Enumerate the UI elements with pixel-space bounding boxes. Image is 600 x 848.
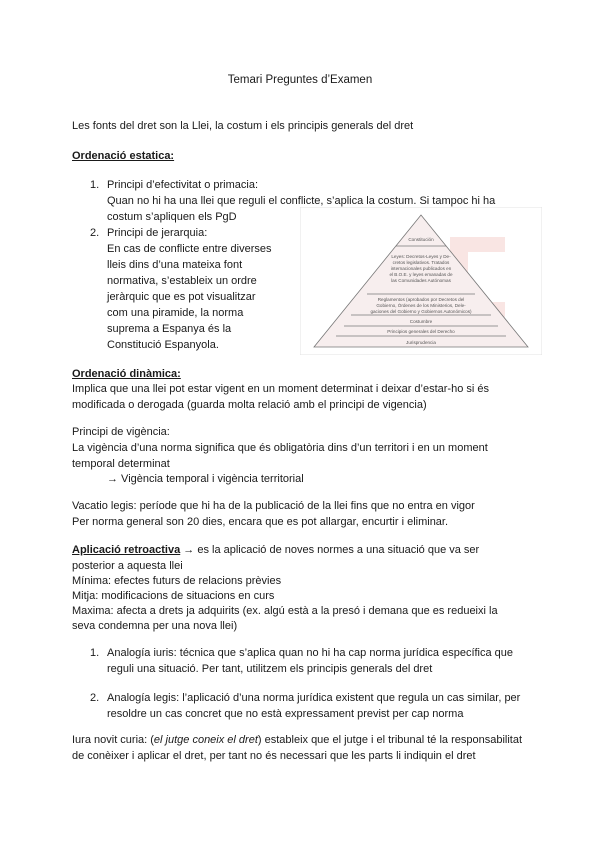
list-number: 1. bbox=[90, 647, 100, 659]
intro-text: Les fonts del dret son la Llei, la costum i els principis generals del dret bbox=[72, 120, 414, 132]
list-item-line: resoldre un cas concret que no està expressament previst per cap norma bbox=[107, 708, 464, 720]
list-number: 2. bbox=[90, 692, 100, 704]
pyramid-level-label: Costumbre bbox=[409, 319, 433, 324]
pyramid-level-label: gaciones del Gobierno y Gobiernos Autonómicos) bbox=[370, 309, 472, 314]
paragraph-line: Per norma general son 20 dies, encara que es pot allargar, encurtir i eliminar. bbox=[72, 516, 449, 528]
pyramid-level-label: cretos legislativos. Tratados bbox=[392, 260, 450, 265]
list-item-line: Quan no hi ha una llei que reguli el conflicte, s’aplica la costum. Si tampoc hi ha bbox=[107, 195, 496, 207]
paragraph-line: posterior a aquesta llei bbox=[72, 560, 183, 572]
list-item-title: Principi de jerarquia: bbox=[107, 227, 208, 239]
list-item-line: Analogía legis: l’aplicació d’una norma jurídica existent que regula un cas similar, per bbox=[107, 692, 521, 704]
heading-aplicacio-retroactiva: Aplicació retroactiva bbox=[72, 544, 181, 556]
pyramid-level-label: el B.O.E. y leyes emanadas de bbox=[389, 272, 453, 277]
paragraph-line: Implica que una llei pot estar vigent en un moment determinat i deixar d’estar-ho si és bbox=[72, 383, 489, 395]
heading-vigencia: Principi de vigència: bbox=[72, 426, 170, 438]
pyramid-level-label: Reglamentos (aprobados por Decretos del bbox=[377, 297, 465, 302]
paragraph-line: Maxima: afecta a drets ja adquirits (ex. algú està a la presó i demana que es redueixi la bbox=[72, 605, 498, 617]
list-number: 1. bbox=[90, 179, 100, 191]
list-item-line: En cas de conflicte entre diverses bbox=[107, 243, 272, 255]
list-item-line: reguli una situació. Per tant, utilitzem els principis generals del dret bbox=[107, 663, 433, 675]
iura-italic: el jutge coneix el dret bbox=[153, 734, 258, 746]
retroactiva-heading-line bbox=[72, 542, 542, 559]
document-title: Temari Preguntes d’Examen bbox=[227, 74, 373, 86]
hierarchy-pyramid-figure bbox=[300, 207, 542, 355]
pyramid-level-label: Jurisprudencia bbox=[406, 340, 436, 345]
paragraph-line: Vacatio legis: període que hi ha de la publicació de la llei fins que no entra en vigor bbox=[72, 500, 475, 512]
pyramid-level-label: las Comunidades Autónomas bbox=[391, 278, 451, 283]
arrow-line: → Vigència temporal i vigència territorial bbox=[107, 473, 304, 485]
paragraph-line: Mínima: efectes futurs de relacions prèvies bbox=[72, 575, 282, 587]
iura-prefix: Iura novit curia: ( bbox=[72, 734, 154, 746]
paragraph-line: Mitja: modificacions de situacions en curs bbox=[72, 590, 275, 602]
list-number: 2. bbox=[90, 227, 100, 239]
iura-suffix: ) estableix que el jutge i el tribunal té la responsabilitat bbox=[257, 734, 523, 746]
paragraph-line: temporal determinat bbox=[72, 458, 170, 470]
list-item-line: jeràrquic que es pot visualitzar bbox=[107, 291, 256, 303]
heading-ordenacio-dinamica: Ordenació dinàmica: bbox=[72, 368, 181, 380]
list-item-line: com una piramide, la norma bbox=[107, 307, 244, 319]
paragraph-line: seva condemna per una nova llei) bbox=[72, 620, 238, 632]
list-item-line: lleis dins d’una mateixa font bbox=[107, 259, 243, 271]
list-item-line: suprema a Espanya és la bbox=[107, 323, 232, 335]
list-item-line: Analogía iuris: técnica que s’aplica quan no hi ha cap norma jurídica específica que bbox=[107, 647, 514, 659]
heading-ordenacio-estatica: Ordenació estatica: bbox=[72, 150, 175, 162]
list-item-line: Constitució Espanyola. bbox=[107, 339, 219, 351]
pyramid-level-label: Gobierno, Órdenes de los Ministerios, Dele- bbox=[376, 303, 466, 308]
pyramid-level-label: internacionales publicados en bbox=[390, 266, 452, 271]
pyramid-level-label: Leyes: Decretos-Leyes y De- bbox=[391, 254, 451, 259]
paragraph-line: de conèixer i aplicar el dret, per tant no és necessari que les parts li indiquin el dret bbox=[72, 750, 476, 762]
list-item-line: costum s’apliquen els PgD bbox=[107, 211, 237, 223]
heading-continuation: → es la aplicació de noves normes a una situació que va ser bbox=[180, 544, 480, 556]
pyramid-level-label: Constitución bbox=[408, 237, 434, 242]
list-item-line: normativa, s’estableix un ordre bbox=[107, 275, 257, 287]
pyramid-level-label: Principios generales del Derecho bbox=[387, 329, 455, 334]
list-item-title: Principi d’efectivitat o primacia: bbox=[107, 179, 259, 191]
iura-line bbox=[72, 732, 542, 749]
paragraph-line: La vigència d’una norma significa que és obligatòria dins d’un territori i en un moment bbox=[72, 442, 488, 454]
paragraph-line: modificada o derogada (guarda molta relació amb el principi de vigencia) bbox=[72, 399, 427, 411]
